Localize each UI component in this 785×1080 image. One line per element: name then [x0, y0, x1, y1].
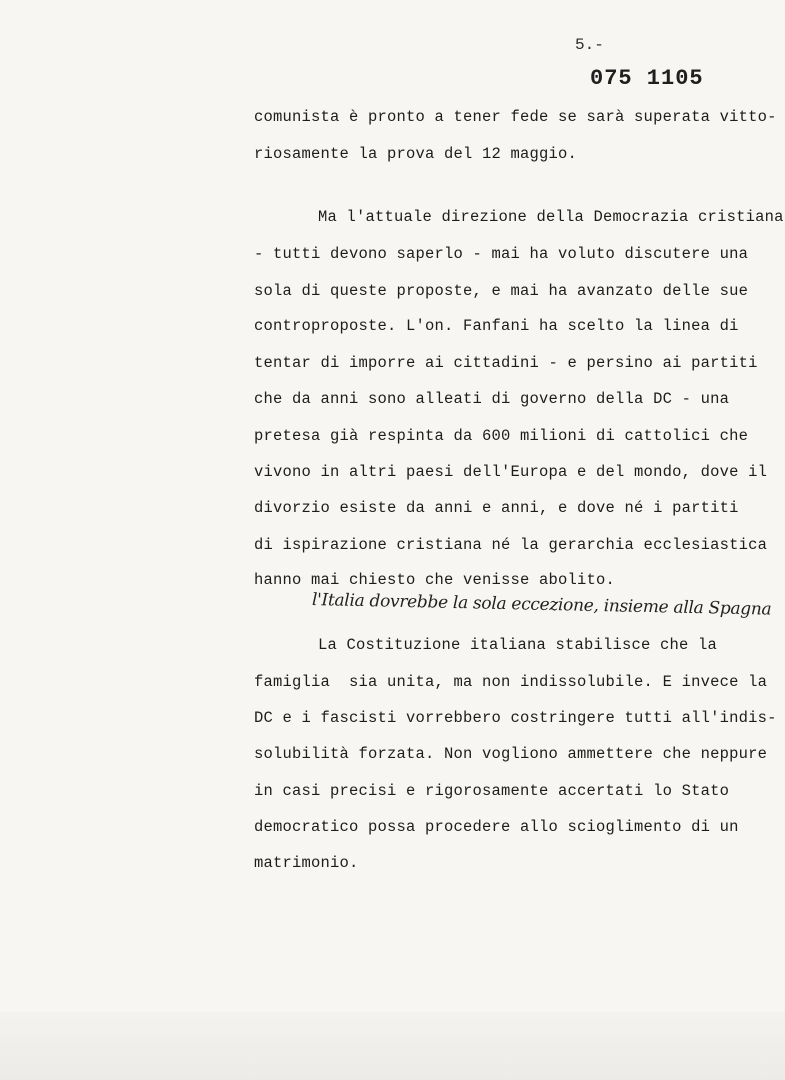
text-line: Ma l'attuale direzione della Democrazia cristiana: [318, 208, 784, 226]
text-line: controproposte. L'on. Fanfani ha scelto la linea di: [254, 317, 739, 335]
page-bottom-edge: [0, 1012, 785, 1080]
text-line: DC e i fascisti vorrebbero costringere tutti all'indis-: [254, 709, 777, 727]
text-line: divorzio esiste da anni e anni, e dove né i partiti: [254, 499, 739, 517]
text-line: tentar di imporre ai cittadini - e persino ai partiti: [254, 354, 758, 372]
page-number: 5.-: [575, 36, 604, 54]
text-line: in casi precisi e rigorosamente accertati lo Stato: [254, 782, 730, 800]
text-line: riosamente la prova del 12 maggio.: [254, 145, 578, 163]
text-line: solubilità forzata. Non vogliono ammettere che neppure: [254, 745, 768, 763]
text-line: democratico possa procedere allo scioglimento di un: [254, 818, 739, 836]
text-line: sola di queste proposte, e mai ha avanzato delle sue: [254, 282, 749, 300]
text-line: famiglia sia unita, ma non indissolubile. E invece la: [254, 673, 768, 691]
text-line: vivono in altri paesi dell'Europa e del mondo, dove il: [254, 463, 768, 481]
text-line: La Costituzione italiana stabilisce che la: [318, 636, 718, 654]
text-line: pretesa già respinta da 600 milioni di cattolici che: [254, 427, 749, 445]
handwritten-annotation: l'Italia dovrebbe la sola eccezione, insieme alla Spagna: [311, 590, 772, 620]
text-line: hanno mai chiesto che venisse abolito.: [254, 571, 616, 589]
text-line: comunista è pronto a tener fede se sarà superata vitto-: [254, 108, 777, 126]
text-line: - tutti devono saperlo - mai ha voluto discutere una: [254, 245, 749, 263]
text-line: matrimonio.: [254, 854, 359, 872]
text-line: di ispirazione cristiana né la gerarchia ecclesiastica: [254, 536, 768, 554]
archive-id: 075 1105: [590, 66, 704, 91]
text-line: che da anni sono alleati di governo della DC - una: [254, 390, 730, 408]
